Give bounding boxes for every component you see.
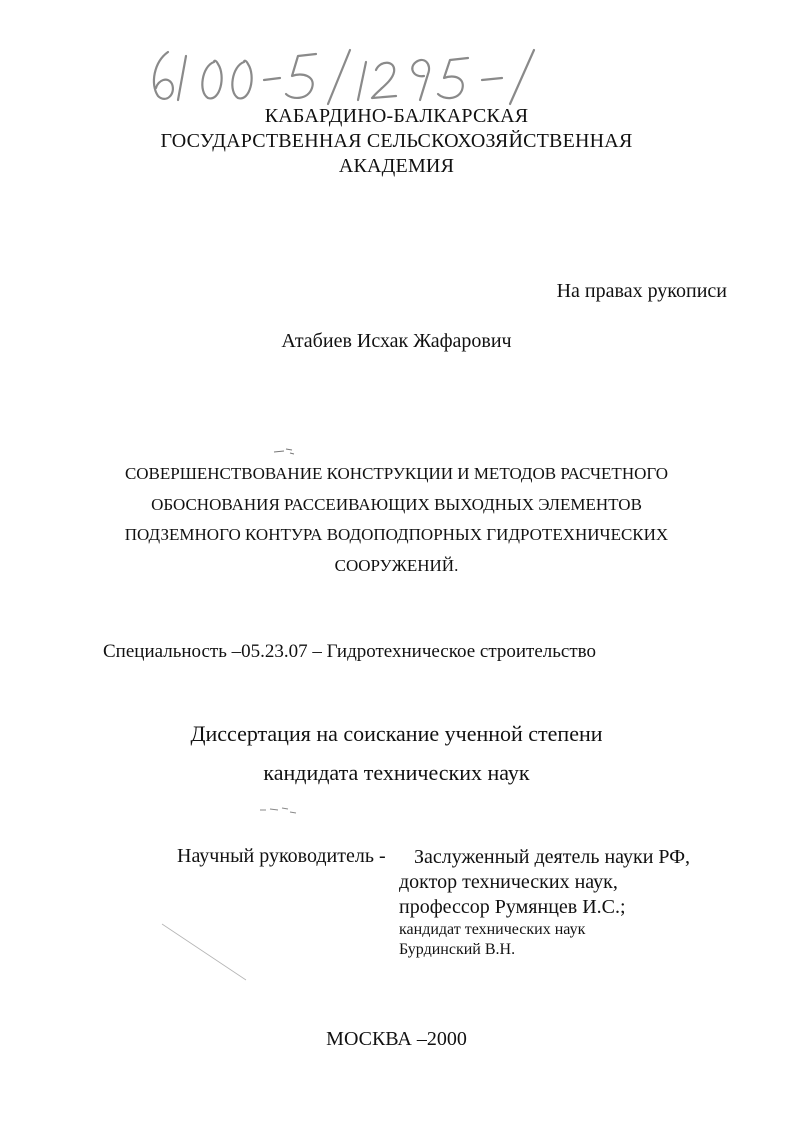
institution-line-1: КАБАРДИНО-БАЛКАРСКАЯ [264, 105, 529, 127]
city-year: МОСКВА –2000 [326, 1028, 467, 1050]
institution-line-3: АКАДЕМИЯ [338, 155, 455, 177]
scan-mark [258, 804, 300, 816]
specialty-line: Специальность –05.23.07 – Гидротехническое строительство [103, 641, 596, 662]
supervisor-line-3: профессор Румянцев И.С.; [399, 896, 626, 918]
degree-line-2: кандидата технических наук [263, 760, 530, 785]
title-line-1: СОВЕРШЕНСТВОВАНИЕ КОНСТРУКЦИИ И МЕТОДОВ РАСЧЕТНОГО [124, 464, 669, 483]
institution-line-2: ГОСУДАРСТВЕННАЯ СЕЛЬСКОХОЗЯЙСТВЕННАЯ [160, 130, 633, 152]
author-name: Атабиев Исхак Жафарович [281, 330, 512, 352]
co-supervisor-line-1: кандидат технических наук [399, 921, 586, 938]
degree-line-1: Диссертация на соискание ученной степени [190, 721, 603, 746]
dissertation-title [0, 459, 793, 581]
co-supervisor-line-2: Бурдинский В.Н. [399, 941, 516, 958]
title-line-4: СООРУЖЕНИЙ. [334, 555, 459, 575]
supervisor-line-2: доктор технических наук, [399, 871, 618, 893]
supervisor-line-1: Заслуженный деятель науки РФ, [414, 846, 691, 868]
manuscript-rights-note: На правах рукописи [556, 280, 727, 302]
scan-mark [272, 446, 296, 456]
institution-name [0, 104, 793, 179]
title-line-2: ОБОСНОВАНИЯ РАССЕИВАЮЩИХ ВЫХОДНЫХ ЭЛЕМЕНТОВ [151, 494, 642, 514]
supervisor-label: Научный руководитель - [177, 845, 386, 867]
handwritten-archive-number [140, 40, 580, 110]
dissertation-degree [0, 714, 793, 792]
scan-streak [160, 922, 250, 984]
title-line-3: ПОДЗЕМНОГО КОНТУРА ВОДОПОДПОРНЫХ ГИДРОТЕХНИЧЕСКИХ [124, 525, 669, 544]
supervisor-details [399, 845, 690, 960]
